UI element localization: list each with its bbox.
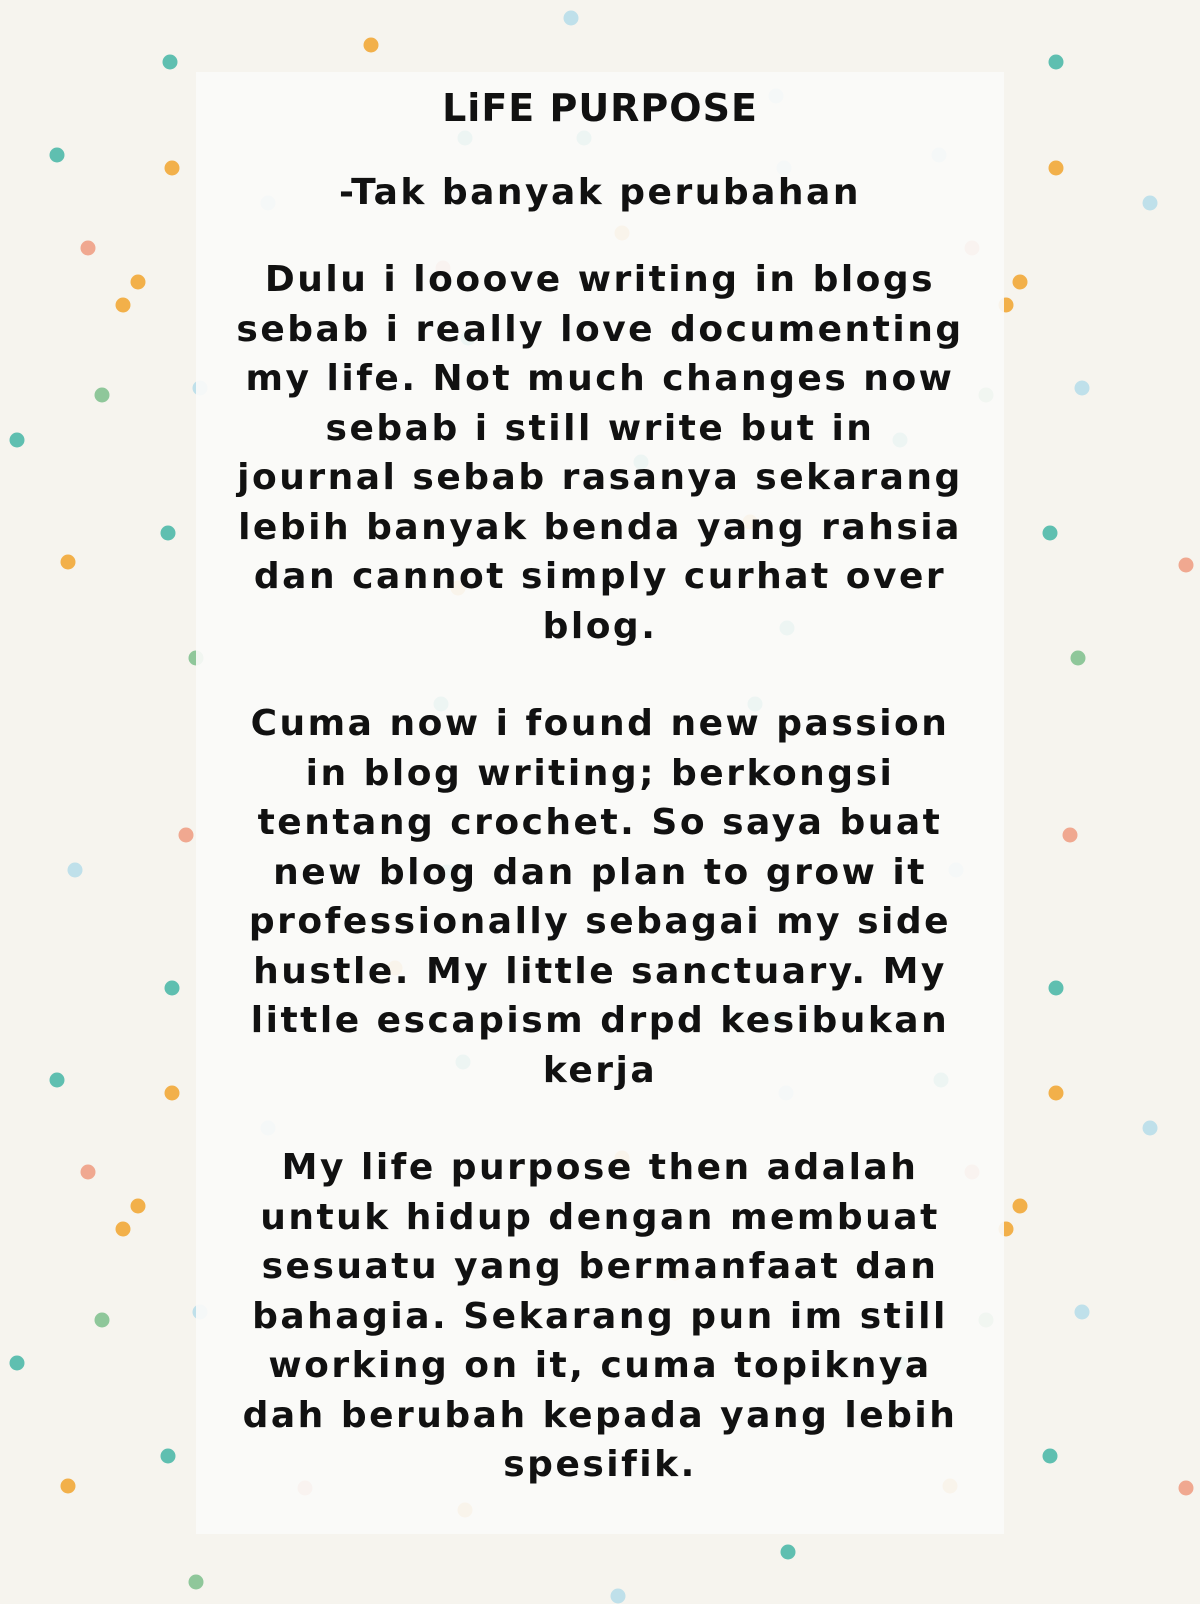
polka-dot: [50, 148, 65, 163]
paragraph-line: dah berubah kepada yang lebih: [242, 1394, 958, 1436]
polka-dot: [1049, 55, 1064, 70]
polka-dot: [161, 1449, 176, 1464]
paragraph-line: new blog dan plan to grow it: [273, 851, 927, 893]
polka-dot: [1043, 1449, 1058, 1464]
paragraph-line: sebab i really love documenting: [236, 308, 964, 350]
paragraph-line: bahagia. Sekarang pun im still: [252, 1295, 948, 1337]
polka-dot: [116, 298, 131, 313]
paragraph-1: [196, 255, 1004, 651]
polka-dot: [68, 863, 83, 878]
polka-dot: [611, 1589, 626, 1604]
paragraph-line: kerja: [542, 1049, 658, 1091]
page-subtitle: -Tak banyak perubahan: [339, 171, 861, 213]
paragraph-line: professionally sebagai my side: [248, 901, 952, 942]
polka-dot: [163, 55, 178, 70]
polka-dot: [95, 388, 110, 403]
paragraph-line: sesuatu yang bermanfaat dan: [261, 1246, 939, 1287]
polka-dot: [781, 1545, 796, 1560]
paragraph-line: dan cannot simply curhat over: [253, 556, 947, 597]
polka-dot: [131, 275, 146, 290]
polka-dot: [364, 38, 379, 53]
paragraph-line: in blog writing; berkongsi: [305, 752, 895, 794]
polka-dot: [116, 1222, 131, 1237]
paragraph-line: tentang crochet. So saya buat: [257, 802, 943, 843]
polka-dot: [1071, 651, 1086, 666]
polka-dot: [1063, 828, 1078, 843]
polka-dot: [1049, 981, 1064, 996]
polka-dot: [81, 1165, 96, 1180]
paragraph-line: sebab i still write but in: [325, 407, 875, 449]
polka-dot: [1075, 1305, 1090, 1320]
polka-dot: [131, 1199, 146, 1214]
polka-dot: [95, 1313, 110, 1328]
paragraph-line: lebih banyak benda yang rahsia: [238, 506, 962, 548]
polka-dot: [61, 1479, 76, 1494]
polka-dot: [165, 161, 180, 176]
paragraph-line: My life purpose then adalah: [281, 1147, 919, 1188]
polka-dot: [1143, 196, 1158, 211]
polka-dot: [189, 1575, 204, 1590]
polka-dot: [1049, 161, 1064, 176]
polka-dot: [179, 828, 194, 843]
paragraph-line: little escapism drpd kesibukan: [250, 1000, 950, 1041]
paragraph-3: [196, 1143, 1004, 1490]
paragraph-line: my life. Not much changes now: [245, 358, 955, 399]
paragraph-2: [196, 699, 1004, 1095]
polka-dot: [81, 241, 96, 256]
paragraph-line: spesifik.: [503, 1444, 697, 1485]
polka-dot: [1075, 381, 1090, 396]
polka-dot: [1043, 526, 1058, 541]
paragraph-line: journal sebab rasanya sekarang: [237, 457, 963, 498]
polka-dot: [1179, 1481, 1194, 1496]
paragraph-line: Dulu i looove writing in blogs: [264, 259, 936, 300]
paragraph-line: Cuma now i found new passion: [250, 703, 950, 744]
paragraph-line: hustle. My little sanctuary. My: [253, 950, 947, 992]
polka-dot: [161, 526, 176, 541]
polka-dot: [564, 11, 579, 26]
polka-dot: [1179, 558, 1194, 573]
polka-dot: [165, 981, 180, 996]
polka-dot: [50, 1073, 65, 1088]
polka-dot: [165, 1086, 180, 1101]
polka-dot: [10, 1356, 25, 1371]
polka-dot: [61, 555, 76, 570]
polka-dot: [1013, 275, 1028, 290]
polka-dot: [1143, 1121, 1158, 1136]
paragraph-line: untuk hidup dengan membuat: [260, 1196, 940, 1238]
polka-dot: [1049, 1086, 1064, 1101]
polka-dot: [10, 433, 25, 448]
paragraph-line: working on it, cuma topiknya: [268, 1345, 932, 1386]
page-title: LiFE PURPOSE: [442, 86, 758, 130]
note-text: [196, 72, 1004, 1490]
polka-dot: [1013, 1199, 1028, 1214]
paragraph-line: blog.: [542, 605, 658, 647]
